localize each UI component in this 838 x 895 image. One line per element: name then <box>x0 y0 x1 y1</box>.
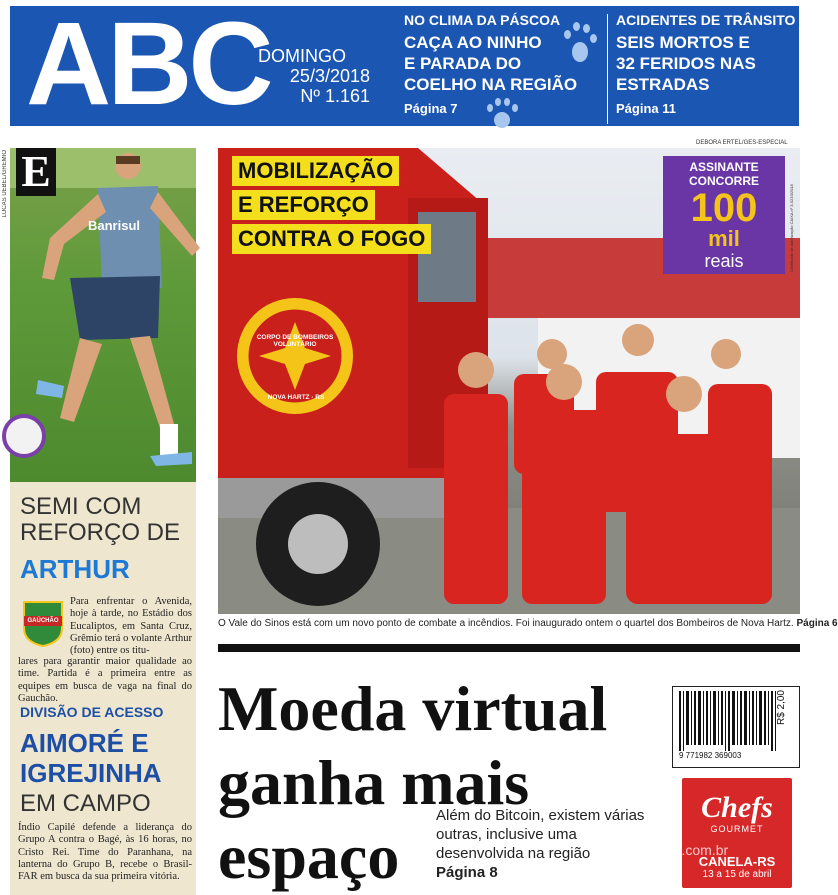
barcode-bars <box>679 691 779 753</box>
main-headline-line: CONTRA O FOGO <box>232 224 431 254</box>
teaser-page-ref[interactable]: Página 11 <box>616 101 676 116</box>
teaser-headline-line: SEIS MORTOS E <box>616 33 750 52</box>
date-block <box>258 46 370 106</box>
promo-number: 100 <box>690 186 758 230</box>
acesso-headline-line: IGREJINHA <box>20 758 162 788</box>
caption-page-ref[interactable]: Página 6 <box>796 618 838 629</box>
main-headline[interactable] <box>232 156 431 254</box>
subscriber-promo[interactable] <box>663 156 785 274</box>
acesso-headline-line: AIMORÉ E <box>20 728 149 758</box>
main-photo-credit: DEBORA ERTEL/GES-ESPECIAL <box>696 140 788 146</box>
newspaper-logo[interactable]: ABC <box>26 0 270 130</box>
sport-photo-credit: LUCAS UEBEL/GREMIO <box>2 150 8 218</box>
masthead <box>10 0 799 130</box>
issue-number: Nº 1.161 <box>300 86 370 106</box>
teaser-divider <box>607 14 608 124</box>
caption-text: O Vale do Sinos está com um novo ponto de combate a incêndios. Foi inaugurado ontem o quartel dos Bombeiros de Nova Hartz. <box>218 618 794 629</box>
bottom-headline-line: ganha mais <box>218 747 530 818</box>
photo-caption <box>218 618 838 629</box>
issue-date: 25/3/2018 <box>289 66 370 86</box>
acesso-subhead: EM CAMPO <box>20 790 151 817</box>
sport-headline-line: REFORÇO DE <box>20 519 181 546</box>
promo-currency: reais <box>704 251 744 271</box>
teaser-headline-line: ESTRADAS <box>616 75 710 94</box>
chefs-subtitle: GOURMET <box>710 824 764 834</box>
main-headline-line: E REFORÇO <box>232 190 375 220</box>
emblem-town-text: NOVA HARTZ · RS <box>267 394 325 401</box>
sport-headline-name[interactable]: ARTHUR <box>20 554 130 584</box>
teaser-kicker: NO CLIMA DA PÁSCOA <box>404 12 561 28</box>
soccer-player-illustration <box>10 148 196 482</box>
jersey-sponsor: Banrisul <box>88 218 141 233</box>
promo-fine-print: Certificado de autorização CAIXA nº 3-5233/2018 <box>789 184 794 272</box>
issue-day: DOMINGO <box>258 46 346 66</box>
acesso-body-text: Índio Capilé defende a liderança do Grupo A contra o Bagé, às 16 horas, no Cristo Rei. Time do Paranhana, na lanterna do Grupo B, recebe o Brasil-FAR em busca da sua primeira vitória. <box>18 822 192 883</box>
promo-unit: mil <box>708 226 740 251</box>
sport-headline-line: SEMI COM <box>20 493 142 520</box>
section-rule <box>218 644 800 652</box>
teaser-page-ref[interactable]: Página 7 <box>404 101 458 116</box>
promo-line: CONCORRE <box>688 174 759 188</box>
teaser-headline-line: E PARADA DO <box>404 54 522 73</box>
chefs-city: CANELA-RS <box>698 854 776 869</box>
paw-print-icon <box>562 20 598 68</box>
chefs-gourmet-ad[interactable] <box>682 778 792 888</box>
emblem-arc-text: CORPO DE BOMBEIROS VOLUNTÁRIO <box>256 334 334 348</box>
teaser-headline <box>616 32 806 95</box>
gauchao-shield-icon <box>20 598 66 648</box>
barcode-number: 9 771982 369003 <box>679 751 742 760</box>
site-watermark: VerCapas.com.br <box>620 842 729 858</box>
sport-headline[interactable] <box>20 494 180 546</box>
bottom-page-ref[interactable]: Página 8 <box>436 864 498 881</box>
teaser-headline-line: COELHO NA REGIÃO <box>404 75 578 94</box>
bottom-headline-line: espaço <box>218 821 400 892</box>
sport-photo[interactable] <box>10 148 196 482</box>
teaser-headline <box>404 32 584 95</box>
bottom-deck-text: Além do Bitcoin, existem várias outras, inclusive uma desenvolvida na região <box>436 807 645 862</box>
cover-price: R$ 2,00 <box>776 690 787 726</box>
paw-print-icon <box>486 98 522 128</box>
main-headline-line: MOBILIZAÇÃO <box>232 156 399 186</box>
promo-line: ASSINANTE <box>689 160 759 174</box>
chefs-title: Chefs <box>701 791 773 824</box>
teaser-transito[interactable] <box>616 12 806 116</box>
sport-body-text-cont: lares para garantir maior qualidade ao time. Partida é a primeira entre as equipes em busca de vaga na final do Gauchão. <box>18 656 192 704</box>
teaser-kicker: ACIDENTES DE TRÂNSITO <box>616 12 796 28</box>
teaser-headline-line: 32 FERIDOS NAS <box>616 54 756 73</box>
chefs-dates: 13 a 15 de abril <box>702 869 772 880</box>
sport-body-text: Para enfrentar o Avenida, hoje à tarde, no Estádio dos Eucaliptos, em Santa Cruz, Grêmio terá o volante Arthur (foto) entre os titu- <box>70 596 192 657</box>
section-letter-e[interactable]: E <box>16 148 56 196</box>
shield-label: GAÚCHÃO <box>27 618 59 624</box>
acesso-kicker: DIVISÃO DE ACESSO <box>20 704 164 720</box>
bottom-headline-line: Moeda virtual <box>218 673 608 744</box>
acesso-headline[interactable] <box>20 728 162 788</box>
teaser-headline-line: CAÇA AO NINHO <box>404 33 542 52</box>
